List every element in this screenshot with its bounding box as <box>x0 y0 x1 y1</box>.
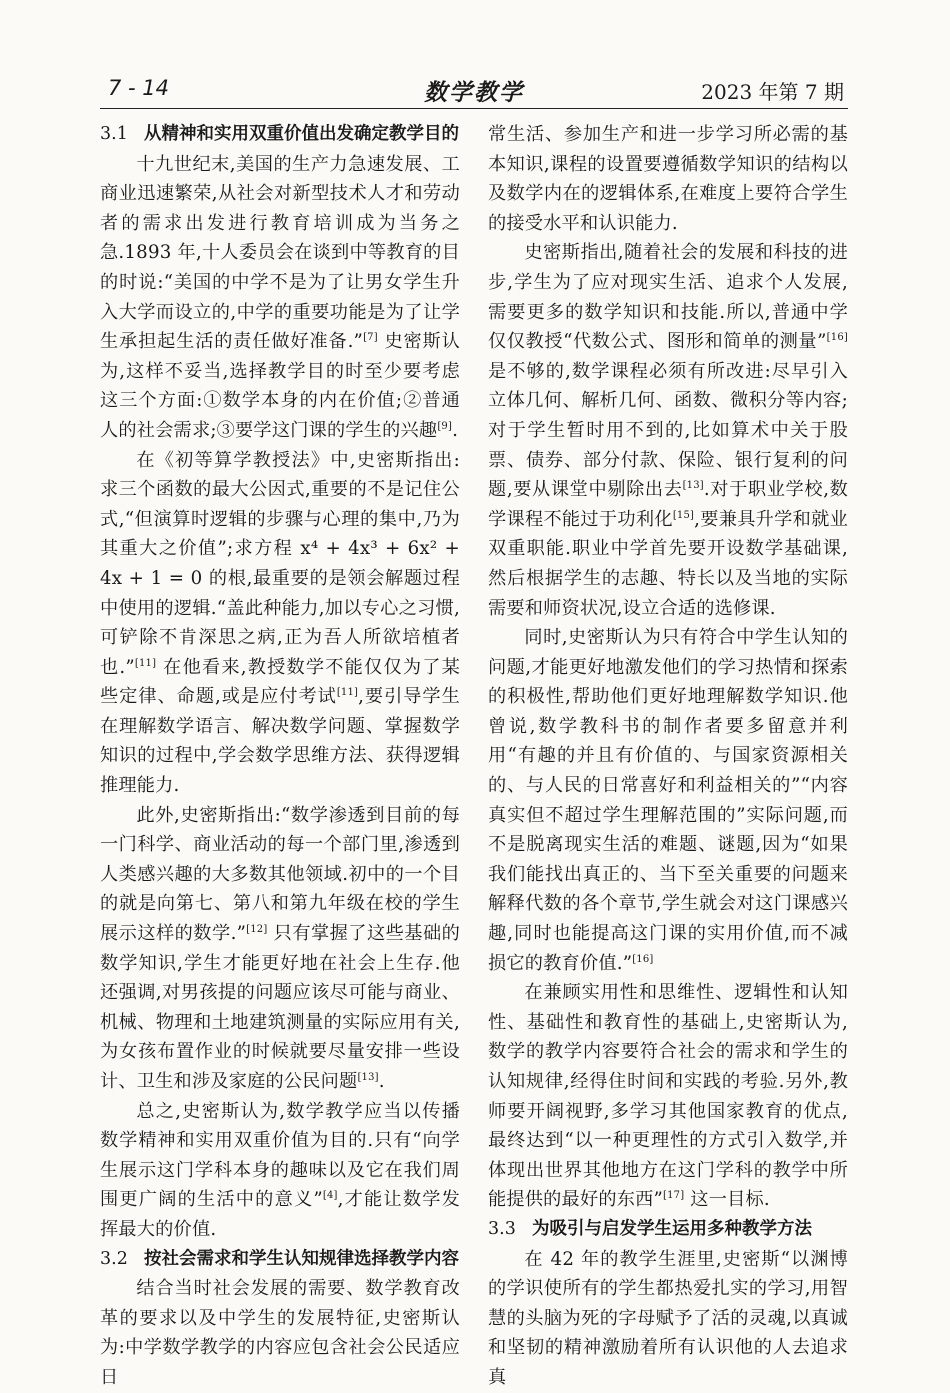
paragraph: 同时,史密斯认为只有符合中学生认知的问题,才能更好地激发他们的学习热情和探索的积极性,帮助他们更好地理解数学知识.他曾说,数学教科书的制作者要多留意并利用“有趣的并且有价值的、与国家资源相关的、与人民的日常喜好和利益相关的”“内容真实但不超过学生理解范围的”实际问题,而不是脱离现实生活的难题、谜题,因为“如果我们能找出真正的、当下至关重要的问题来解释代数的各个章节,学生就会对这门课感兴趣,同时也能提高这门课的实用价值,而不减损它的教育价值.”[16] <box>488 627 848 974</box>
paragraph: 此外,史密斯指出:“数学渗透到目前的每一门科学、商业活动的每一个部门里,渗透到人类感兴趣的大多数其他领域.初中的一个目的就是向第七、第八和第九年级在校的学生展示这样的数学.”[12] 只有掌握了这些基础的数学知识,学生才能更好地在社会上生存.他还强调,对男孩提的问题应该尽可能与商业、机械、物理和土地建筑测量的实际应用有关,为女孩布置作业的时候就要尽量安排一些设计、卫生和涉及家庭的公民问题[13]. <box>100 804 460 1092</box>
paragraph: 常生活、参加生产和进一步学习所必需的基本知识,课程的设置要遵循数学知识的结构以及数学内在的逻辑体系,在难度上要符合学生的接受水平和认识能力. <box>488 124 848 234</box>
right-column <box>488 120 848 1393</box>
section-heading-3-1: 3.1 从精神和实用双重价值出发确定教学目的 <box>100 124 459 144</box>
section-heading-3-3: 3.3 为吸引与启发学生运用多种教学方法 <box>488 1218 812 1239</box>
page-number: 7 - 14 <box>108 76 170 100</box>
section-heading-3-2: 3.2 按社会需求和学生认知规律选择教学内容 <box>100 1248 459 1269</box>
left-column <box>100 120 460 1393</box>
running-header <box>100 74 848 109</box>
issue-label: 2023 年第 7 期 <box>701 80 844 104</box>
paragraph: 总之,史密斯认为,数学教学应当以传播数学精神和实用双重价值为目的.只有“向学生展示这门学科本身的趣味以及它在我们周围更广阔的生活中的意义”[4],才能让数学发挥最大的价值. <box>100 1100 461 1240</box>
paragraph: 结合当时社会发展的需要、数学教育改革的要求以及中学生的发展特征,史密斯认为:中学数学教学的内容应包含社会公民适应日 <box>100 1278 460 1388</box>
paragraph: 在 42 年的教学生涯里,史密斯“以渊博的学识使所有的学生都热爱扎实的学习,用智慧的头脑为死的字母赋予了活的灵魂,以真诚和坚韧的精神激励着所有认识他的人去追求真 <box>488 1248 848 1388</box>
paragraph: 史密斯指出,随着社会的发展和科技的进步,学生为了应对现实生活、追求个人发展,需要更多的数学知识和技能.所以,普通中学仅仅教授“代数公式、图形和简单的测量”[16] 是不够的,数学课程必须有所改进:尽早引入立体几何、解析几何、函数、微积分等内容;对于学生暂时用不到的,比如算术中关于股票、债券、部分付款、保险、银行复利的问题,要从课堂中剔除出去[13].对于职业学校,数学课程不能过于功利化[15],要兼具升学和就业双重职能.职业中学首先要开设数学基础课,然后根据学生的志趣、特长以及当地的实际需要和师资状况,设立合适的选修课. <box>488 242 848 619</box>
paragraph: 十九世纪末,美国的生产力急速发展、工商业迅速繁荣,从社会对新型技术人才和劳动者的需求出发进行教育培训成为当务之急.1893 年,十人委员会在谈到中等教育的目的时说:“美国的中学不是为了让男女学生升入大学而设立的,中学的重要功能是为了让学生承担起生活的责任做好准备.”[7] 史密斯认为,这样不妥当,选择教学目的时至少要考虑这三个方面:①数学本身的内在价值;②普通人的社会需求;③要学这门课的学生的兴趣[9]. <box>100 153 460 441</box>
journal-name: 数学教学 <box>424 80 524 106</box>
paragraph: 在兼顾实用性和思维性、逻辑性和认知性、基础性和教育性的基础上,史密斯认为,数学的教学内容要符合社会的需求和学生的认知规律,经得住时间和实践的考验.另外,教师要开阔视野,多学习其他国家教育的优点,最终达到“以一种更理性的方式引入数学,并体现出世界其他地方在这门学科的教学中所能提供的最好的东西”[17] 这一目标. <box>488 982 848 1211</box>
paragraph: 在《初等算学教授法》中,史密斯指出:求三个函数的最大公因式,重要的不是记住公式,“但演算时逻辑的步骤与心理的集中,乃为其重大之价值”;求方程 x⁴ + 4x³ + 6x² + 4x + 1 = 0 的根,最重要的是领会解题过程中使用的逻辑.“盖此种能力,加以专心之习惯,可铲除不肯深思之病,正为吾人所欲培植者也.”[11] 在他看来,教授数学不能仅仅为了某些定律、命题,或是应付考试[11],要引导学生在理解数学语言、解决数学问题、掌握数学知识的过程中,学会数学思维方法、获得逻辑推理能力. <box>100 449 460 797</box>
